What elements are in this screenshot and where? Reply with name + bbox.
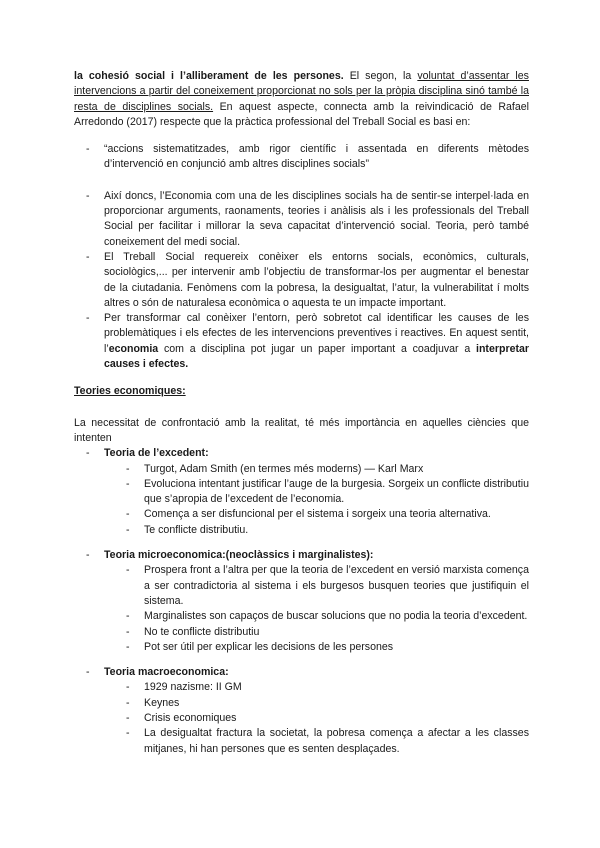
theory-title: Teoria microeconomica:(neoclàssics i marginalistes): [104,549,374,562]
sub-item-text: No te conflicte distributiu [144,625,260,638]
sub-list-item [74,462,529,477]
sub-list-item [74,640,529,655]
bullet-dash: - [126,523,130,536]
list-item [74,250,529,311]
intro-underlined-text: voluntat d’assentar les intervencions a partir del coneixement proporcionat no sols per la pròpia disciplina sinó també la resta de disciplines socials. [74,70,529,113]
sub-list-item [74,711,529,726]
sub-item-text: Comença a ser disfuncional per el sistema i sorgeix una teoria alternativa. [144,508,491,521]
quote-text: “accions sistematitzades, amb rigor científic i assentada en diferents mètodes d’intervenció en conjunció amb altres disciplines socials” [104,143,529,171]
intro-bold-lead: la cohesió social i l’alliberament de les persones. [74,70,344,82]
document-page [74,69,529,757]
bullet-dash: - [126,681,130,694]
sub-item-text: Marginalistes son capaços de buscar solucions que no podia la teoria d’excedent. [144,610,528,623]
bullet-dash: - [126,625,130,638]
sub-item-text: Te conflicte distributiu. [144,523,249,536]
bullet-dash: - [86,549,90,562]
theory-title-row [74,548,529,563]
bullet-dash: - [126,727,130,740]
sub-item-text: La desigualtat fractura la societat, la pobresa comença a afectar a les classes mitjanes, hi han persones que es senten desplaçades. [144,727,529,755]
list-item [74,311,529,372]
theory-title-row [74,665,529,680]
bullet-dash: - [86,189,90,202]
lead-paragraph: La necessitat de confrontació amb la realitat, té més importància en aquelles ciències que intenten [74,416,529,444]
list-item-text: Així doncs, l’Economia com una de les disciplines socials ha de sentir-se interpel·lada en proporcionar arguments, raonaments, teories i anàlisis als i les professionals del Treball Social per facilitar i millorar la seva capacitat d’intervenció social. Teoria, però també coneixement del medi social. [104,189,529,248]
bullet-dash: - [126,564,130,577]
sub-item-text: Evoluciona intentant justificar l’auge de la burgesia. Sorgeix un conflicte distributiu que s’apropia de l’excedent de l’economia. [144,477,529,506]
bullet-dash: - [126,462,130,475]
intro-text-2: En aquest aspecte, connecta amb la reivindicació de Rafael Arredondo (2017) respecte que la pràctica professional del Treball Social es basi en: [74,100,529,128]
bullet-dash: - [86,666,90,679]
theory-title: Teoria macroeconomica: [104,666,229,679]
list-item-text [104,312,529,370]
section-heading: Teories economiques: [74,385,186,398]
sub-item-text: Crisis economiques [144,711,237,724]
theory-title: Teoria de l’excedent: [104,447,209,460]
intro-text-1: El segon, la [343,70,418,82]
list-item-text: El Treball Social requereix conèixer els entorns socials, econòmics, culturals, sociològics,... per intervenir amb l’objectiu de transformar-los per augmentar el benestar de la ciutadania. Fenòmens com la pobresa, la desigualtat, l’atur, la vulnerabilitat í molts altres o són de naturalesa econòmica o aquesta te un impacte important. [104,250,529,309]
list-item [74,189,529,250]
bullet-dash: - [126,477,130,490]
sub-list-item [74,477,529,508]
sub-list-item [74,696,529,711]
bullet-dash: - [86,447,90,460]
sub-list-item [74,625,529,640]
sub-item-text: Pot ser útil per explicar les decisions de les persones [144,640,394,653]
sub-list-item [74,609,529,624]
bullet-dash: - [86,312,90,325]
sub-item-text: Turgot, Adam Smith (en termes més moderns) — Karl Marx [144,462,424,475]
bullet-dash: - [126,610,130,623]
sub-item-text: 1929 nazisme: II GM [144,681,242,694]
bullet-dash: - [86,250,90,263]
bullet-dash: - [126,640,130,653]
sub-item-text: Prospera front a l’altra per que la teoria de l’excedent en versió marxista comença a ser contradictoria al sistema i els burgesos busquen teories que justifiquin el sistema. [144,564,529,607]
text-run: Per transformar cal conèixer l’entorn, però sobretot cal identificar les causes de les problemàtiques i els efectes de les intervencions preventives i reactives. En aquest sentit, l’ [104,312,529,355]
quote-item [74,142,529,173]
intro-paragraph [74,69,529,130]
sub-list-item [74,680,529,695]
bullet-dash: - [86,143,90,156]
sub-list-item [74,507,529,522]
bold-text-run: economia [108,342,159,355]
bullet-dash: - [126,508,130,521]
sub-item-text: Keynes [144,696,180,709]
text-run: com a disciplina pot jugar un paper important a coadjuvar a [158,342,477,355]
theory-title-row [74,446,529,461]
bullet-dash: - [126,696,130,709]
sub-list-item [74,563,529,609]
sub-list-item [74,523,529,538]
bold-text-run: interpretar causes i efectes. [104,342,529,371]
bullet-dash: - [126,711,130,724]
sub-list-item [74,726,529,757]
